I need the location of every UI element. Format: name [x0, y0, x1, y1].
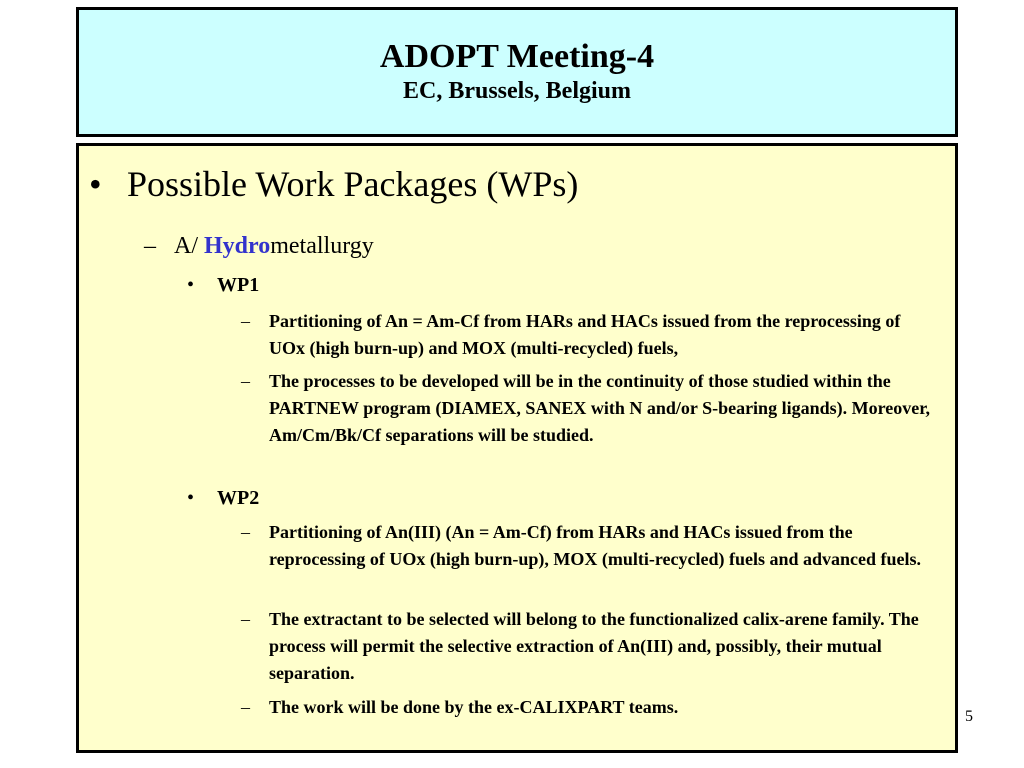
wp1-label: WP1: [217, 274, 260, 296]
bullet-icon: •: [187, 274, 195, 296]
slide-title: ADOPT Meeting-4: [379, 38, 655, 75]
content-box: [76, 143, 958, 753]
slide-subtitle: EC, Brussels, Belgium: [402, 78, 632, 104]
wp2-detail-1-text: Partitioning of An(III) (An = Am-Cf) from HARs and HACs issued from the reprocessing of UOx (high burn-up), MOX (multi-recycled) fuels and advanced fuels.: [269, 522, 922, 569]
dash-icon: –: [241, 522, 250, 542]
section-suffix: metallurgy: [270, 233, 374, 259]
dash-icon: –: [241, 609, 250, 629]
dash-icon: –: [241, 697, 250, 717]
wp2-detail-3-text: The work will be done by the ex-CALIXPART teams.: [269, 697, 679, 717]
wp1-detail-2: [241, 368, 931, 449]
wp2-detail-2: [241, 606, 931, 687]
dash-icon: –: [241, 371, 250, 391]
wp1-detail-2-text: The processes to be developed will be in the continuity of those studied within the PARTNEW program (DIAMEX, SANEX with N and/or S-bearing ligands). Moreover, Am/Cm/Bk/Cf separations will be studied.: [269, 371, 931, 445]
bullet-icon: •: [89, 164, 102, 204]
wp1-detail-1: [241, 308, 931, 362]
dash-icon: –: [144, 233, 156, 259]
wp2-detail-2-text: The extractant to be selected will belong to the functionalized calix-arene family. The process will permit the selective extraction of An(III) and, possibly, their mutual separation.: [269, 609, 919, 683]
section-text: [174, 232, 374, 260]
wp1-detail-1-text: Partitioning of An = Am-Cf from HARs and HACs issued from the reprocessing of UOx (high burn-up) and MOX (multi-recycled) fuels,: [269, 311, 901, 358]
dash-icon: –: [241, 311, 250, 331]
wp2-detail-3: [241, 694, 931, 721]
heading-text: Possible Work Packages (WPs): [127, 164, 579, 204]
bullet-icon: •: [187, 487, 195, 509]
wp2-label: WP2: [217, 487, 260, 509]
page-number: 5: [965, 708, 973, 725]
title-box: [76, 7, 958, 137]
wp2-detail-1: [241, 519, 931, 573]
section-accent: Hydro: [204, 233, 271, 259]
section-prefix: A/: [174, 233, 204, 259]
